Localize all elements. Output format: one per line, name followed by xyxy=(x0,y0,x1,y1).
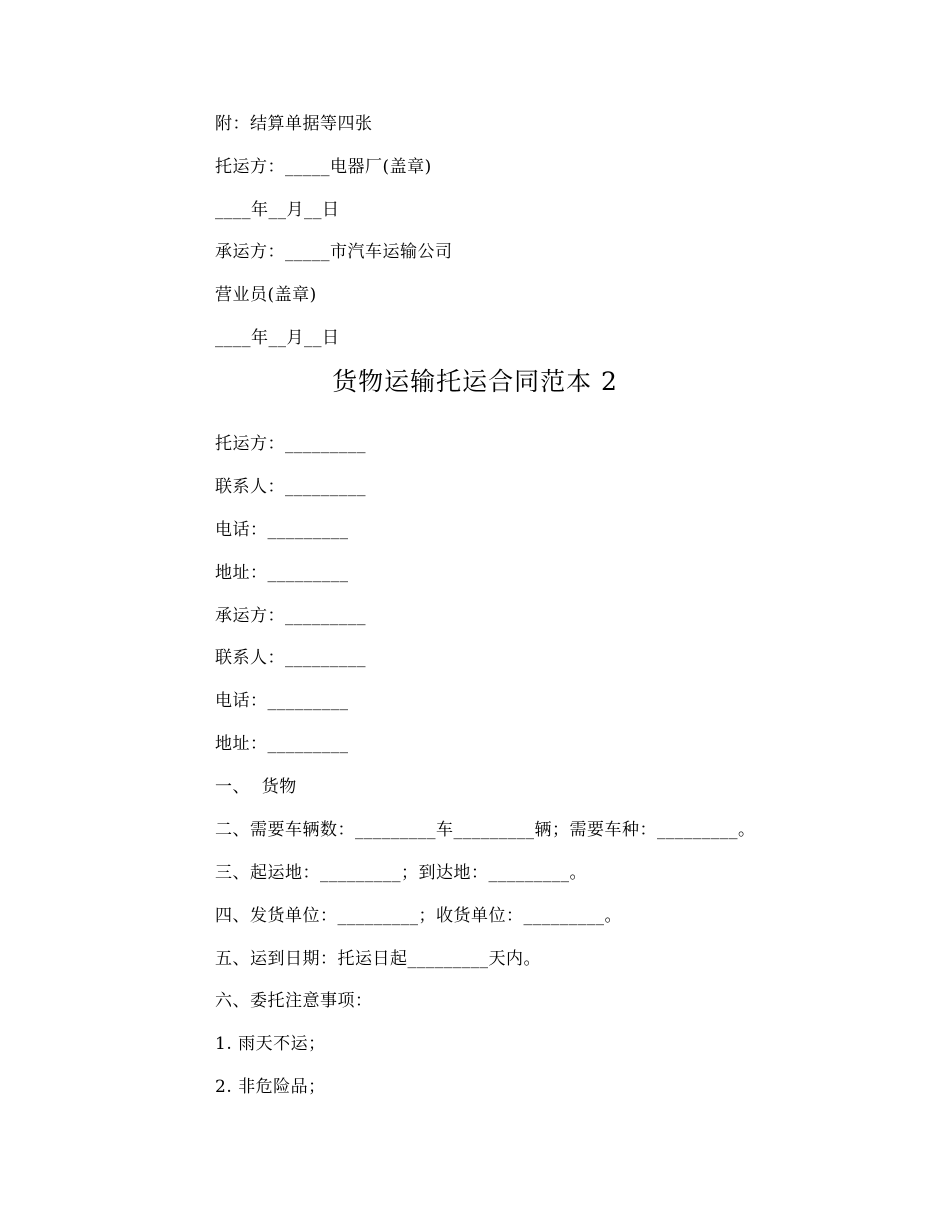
consignor-phone-field: 电话：_________ xyxy=(215,520,349,540)
consignor-address-field: 地址：_________ xyxy=(215,563,349,583)
consignor-field: 托运方：_________ xyxy=(215,434,366,454)
clause-2: 二、需要车辆数：_________车_________辆；需要车种：_________。 xyxy=(215,820,756,840)
attachment-line: 附：结算单据等四张 xyxy=(215,114,373,134)
consignor-contact-field: 联系人：_________ xyxy=(215,477,366,497)
clause-1: 一、 货物 xyxy=(215,777,297,797)
document-title: 货物运输托运合同范本 2 xyxy=(332,367,618,396)
date-line-1: ____年__月__日 xyxy=(215,200,340,220)
carrier-signature-line: 承运方：_____市汽车运输公司 xyxy=(215,242,453,262)
date-line-2: ____年__月__日 xyxy=(215,328,340,348)
clause-3: 三、起运地：_________；到达地：_________。 xyxy=(215,863,587,883)
clause-4: 四、发货单位：_________；收货单位：_________。 xyxy=(215,906,622,926)
clause-5: 五、运到日期：托运日起_________天内。 xyxy=(215,949,541,969)
carrier-phone-field: 电话：_________ xyxy=(215,691,349,711)
clerk-signature-line: 营业员(盖章) xyxy=(215,285,317,305)
consignor-signature-line: 托运方：_____电器厂(盖章) xyxy=(215,157,432,177)
carrier-field: 承运方：_________ xyxy=(215,606,366,626)
clause-6: 六、委托注意事项： xyxy=(215,991,373,1011)
note-item-1: 1. 雨天不运； xyxy=(215,1034,326,1054)
note-item-2: 2. 非危险品； xyxy=(215,1077,326,1097)
carrier-contact-field: 联系人：_________ xyxy=(215,648,366,668)
carrier-address-field: 地址：_________ xyxy=(215,734,349,754)
